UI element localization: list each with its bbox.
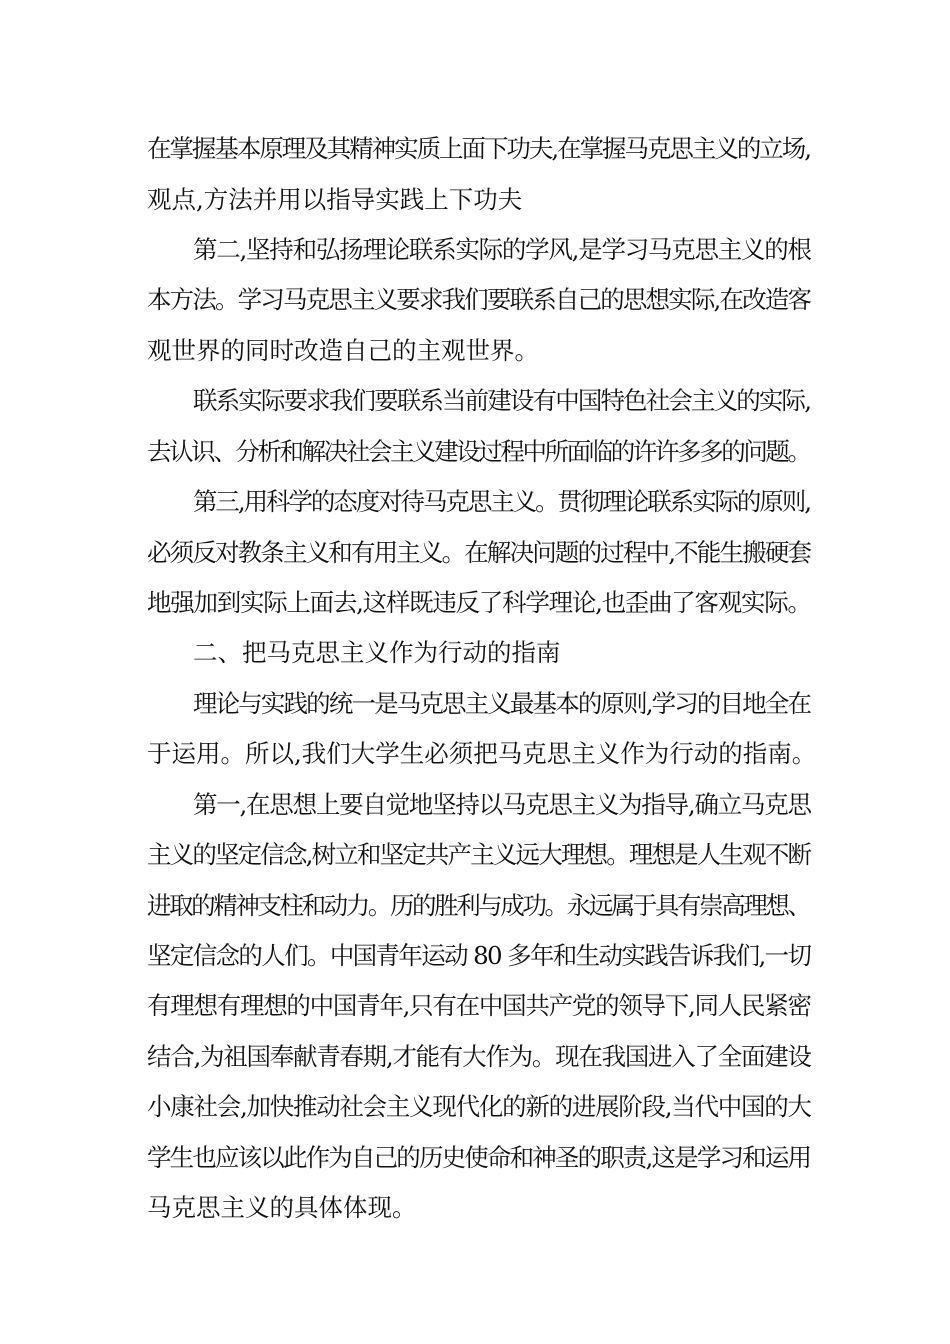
text-line: 有理想有理想的中国青年,只有在中国共产党的领导下,同人民紧密 — [147, 991, 811, 1020]
text-line: 地强加到实际上面去,这样既违反了科学理论,也歪曲了客观实际。 — [147, 588, 811, 617]
text-line: 在掌握基本原理及其精神实质上面下功夫,在掌握马克思主义的立场, — [147, 134, 810, 163]
text-line: 进取的精神支柱和动力。历的胜利与成功。永远属于具有崇高理想、 — [147, 891, 810, 920]
text-line: 本方法。学习马克思主义要求我们要联系自己的思想实际,在改造客 — [147, 285, 811, 314]
text-line: 马克思主义的具体体现。 — [147, 1193, 417, 1222]
text-line: 小康社会,加快推动社会主义现代化的新的进展阶段,当代中国的大 — [147, 1092, 811, 1121]
text-line: 去认识、分析和解决社会主义建设过程中所面临的许许多多的问题。 — [147, 437, 810, 466]
text-line: 必须反对教条主义和有用主义。在解决问题的过程中,不能生搬硬套 — [147, 538, 811, 567]
paragraph-first-line: 联系实际要求我们要联系当前建设有中国特色社会主义的实际, — [193, 386, 811, 415]
section-heading: 二、把马克思主义作为行动的指南 — [193, 638, 561, 667]
paragraph-first-line: 理论与实践的统一是马克思主义最基本的原则,学习的目地全在 — [193, 689, 811, 718]
text-line: 学生也应该以此作为自己的历史使命和神圣的职责,这是学习和运用 — [147, 1143, 811, 1172]
text-line: 结合,为祖国奉献青春期,才能有大作为。现在我国进入了全面建设 — [147, 1042, 811, 1071]
text-line: 于运用。所以,我们大学生必须把马克思主义作为行动的指南。 — [147, 739, 817, 768]
paragraph-first-line: 第二,坚持和弘扬理论联系实际的学风,是学习马克思主义的根 — [193, 235, 811, 264]
text-line: 观点,方法并用以指导实践上下功夫 — [147, 185, 523, 214]
text-line: 主义的坚定信念,树立和坚定共产主义远大理想。理想是人生观不断 — [147, 840, 811, 869]
text-line: 观世界的同时改造自己的主观世界。 — [147, 336, 539, 365]
paragraph-first-line: 第三,用科学的态度对待马克思主义。贯彻理论联系实际的原则, — [193, 487, 810, 516]
paragraph-first-line: 第一,在思想上要自觉地坚持以马克思主义为指导,确立马克思 — [193, 790, 811, 819]
text-line: 坚定信念的人们。中国青年运动 80 多年和生动实践告诉我们,一切 — [147, 941, 811, 970]
